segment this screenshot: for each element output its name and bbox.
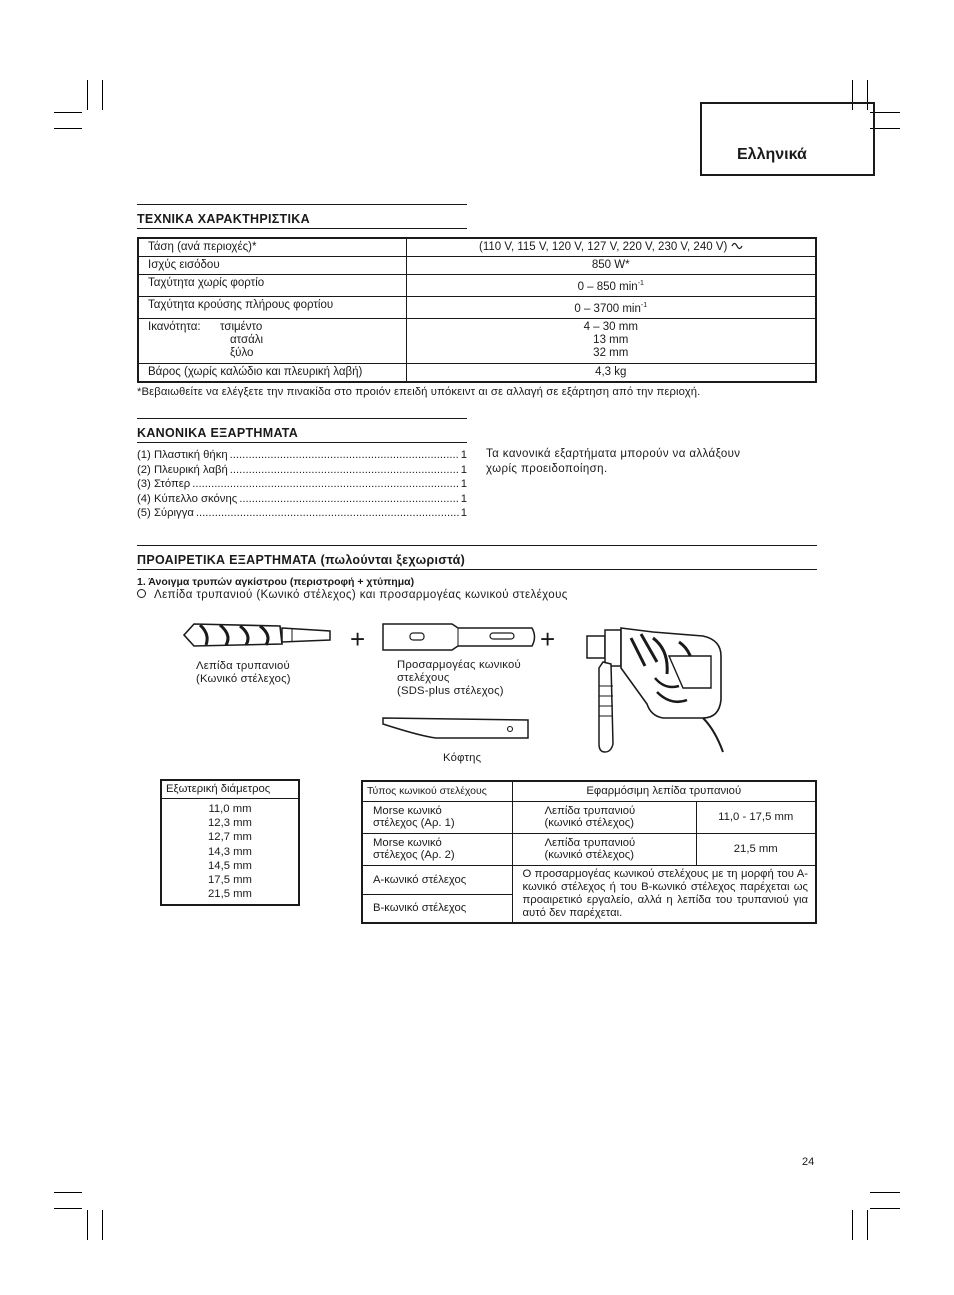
table-row [138, 318, 816, 363]
list-item: (1) Πλαστική θήκη ..... 1 [137, 448, 467, 463]
taper-shank-table [361, 780, 817, 924]
optional-title: ΠΡΟΑΙΡΕΤΙΚΑ ΕΞΑΡΤΗΜΑΤΑ (πωλούνται ξεχωριστά) [137, 545, 817, 570]
page-number: 24 [802, 1156, 815, 1168]
taper-adapter-illustration [380, 620, 540, 654]
list-item: 21,5 mm [208, 888, 252, 901]
diameter-header: Εξωτερική διάμετρος [162, 781, 298, 799]
spec-value: 0 – 3700 $\min^{-1}$ [406, 296, 816, 318]
list-item: 11,0 mm [208, 803, 252, 815]
standard-title: ΚΑΝΟΝΙΚΑ ΕΞΑΡΤΗΜΑΤΑ [137, 418, 467, 443]
table-row [138, 238, 816, 257]
list-item: (4) Κύπελλο σκόνης ..... 1 [137, 492, 467, 507]
spec-value: 4,3 kg [406, 363, 816, 382]
plus-icon: + [350, 624, 366, 654]
table-row [138, 363, 816, 382]
list-item: (5) Σύριγγα ..... 1 [137, 506, 467, 521]
standard-note: Τα κανονικά εξαρτήματα μπορούν να αλλάξουν χωρίς προειδοποίηση. [486, 448, 741, 475]
cotter-caption: Κόφτης [443, 752, 482, 764]
ac-icon [731, 241, 743, 253]
language-tab [700, 102, 875, 176]
table-row [362, 833, 816, 865]
column-header: Εφαρμόσιμη λεπίδα τρυπανιού [512, 781, 816, 801]
drill-bit-illustration [180, 614, 340, 656]
circle-bullet-icon [137, 589, 146, 598]
specs-note: *Βεβαιωθείτε να ελέγξετε την πινακίδα στο προιόν επειδή υπόκειντ αι σε αλλαγή σε εξάρτηση από την περιοχή. [137, 386, 701, 398]
plus-icon: + [540, 624, 556, 654]
specs-table [137, 237, 817, 383]
spec-label: Ικανότητα: τσιμέντο ατσάλι ξύλο [138, 318, 406, 363]
adapter-caption: Προσαρμογέας κωνικού στελέχους (SDS-plus στέλεχος) [397, 659, 521, 697]
list-item: (2) Πλευρική λαβή ..... 1 [137, 463, 467, 478]
taper-type: Α-κωνικό στέλεχος [362, 865, 512, 894]
language-label: Ελληνικά [737, 146, 807, 163]
taper-bit: Λεπίδα τρυπανιού (κωνικό στέλεχος) [512, 801, 696, 833]
taper-type: Morse κωνικό στέλεχος (Αρ. 2) [362, 833, 512, 865]
rotary-hammer-illustration [583, 626, 733, 760]
spec-label: Ταχύτητα χωρίς φορτίο [138, 275, 406, 297]
cotter-illustration [380, 714, 532, 742]
spec-value: 0 – 850 $\min^{-1}$ [406, 275, 816, 297]
list-item: 14,5 mm [208, 859, 252, 872]
list-item: 12,7 mm [208, 831, 252, 844]
taper-note: Ο προσαρμογέας κωνικού στελέχους με τη μορφή του Α-κωνικό στέλεχος ή του Β-κωνικό στέλεχος παρέχεται ως προαιρετικό εργαλείο, αλλά η λεπίδα του τρυπανιού για αυτό δεν παρέχεται. [512, 865, 816, 923]
spec-value: (110 V, 115 V, 120 V, 127 V, 220 V, 230 V, 240 V) [406, 238, 816, 257]
table-row [138, 257, 816, 275]
diameter-table [160, 779, 300, 906]
list-item: (3) Στόπερ ..... 1 [137, 477, 467, 492]
spec-label: Ισχύς εισόδου [138, 257, 406, 275]
table-row [362, 801, 816, 833]
list-item: 14,3 mm [208, 845, 252, 858]
spec-value: 850 W* [406, 257, 816, 275]
table-row [362, 781, 816, 801]
standard-list [137, 448, 467, 521]
taper-type: Β-κωνικό στέλεχος [362, 894, 512, 923]
list-item: 17,5 mm [208, 874, 252, 887]
spec-label: Τάση (ανά περιοχές)* [138, 238, 406, 257]
spec-value: 4 – 30 mm 13 mm 32 mm [406, 318, 816, 363]
taper-range: 21,5 mm [696, 833, 816, 865]
spec-label: Βάρος (χωρίς καλώδιο και πλευρική λαβή) [138, 363, 406, 382]
table-row [362, 865, 816, 894]
spec-label: Ταχύτητα κρούσης πλήρους φορτίου [138, 296, 406, 318]
list-item: 12,3 mm [208, 817, 252, 830]
specs-title: ΤΕΧΝΙΚΑ ΧΑΡΑΚΤΗΡΙΣΤΙΚΑ [137, 204, 467, 229]
optional-line: Λεπίδα τρυπανιού (Κωνικό στέλεχος) και προσαρμογέας κωνικού στελέχους [137, 589, 568, 601]
taper-range: 11,0 - 17,5 mm [696, 801, 816, 833]
table-row [138, 275, 816, 297]
column-header: Τύπος κωνικού στελέχους [362, 781, 512, 801]
drill-bit-caption: Λεπίδα τρυπανιού (Κωνικό στέλεχος) [196, 660, 291, 685]
taper-bit: Λεπίδα τρυπανιού (κωνικό στέλεχος) [512, 833, 696, 865]
optional-heading: 1. Άνοιγμα τρυπών αγκίστρου (περιστροφή + χτύπημα) [137, 576, 415, 588]
table-row [138, 296, 816, 318]
taper-type: Morse κωνικό στέλεχος (Αρ. 1) [362, 801, 512, 833]
